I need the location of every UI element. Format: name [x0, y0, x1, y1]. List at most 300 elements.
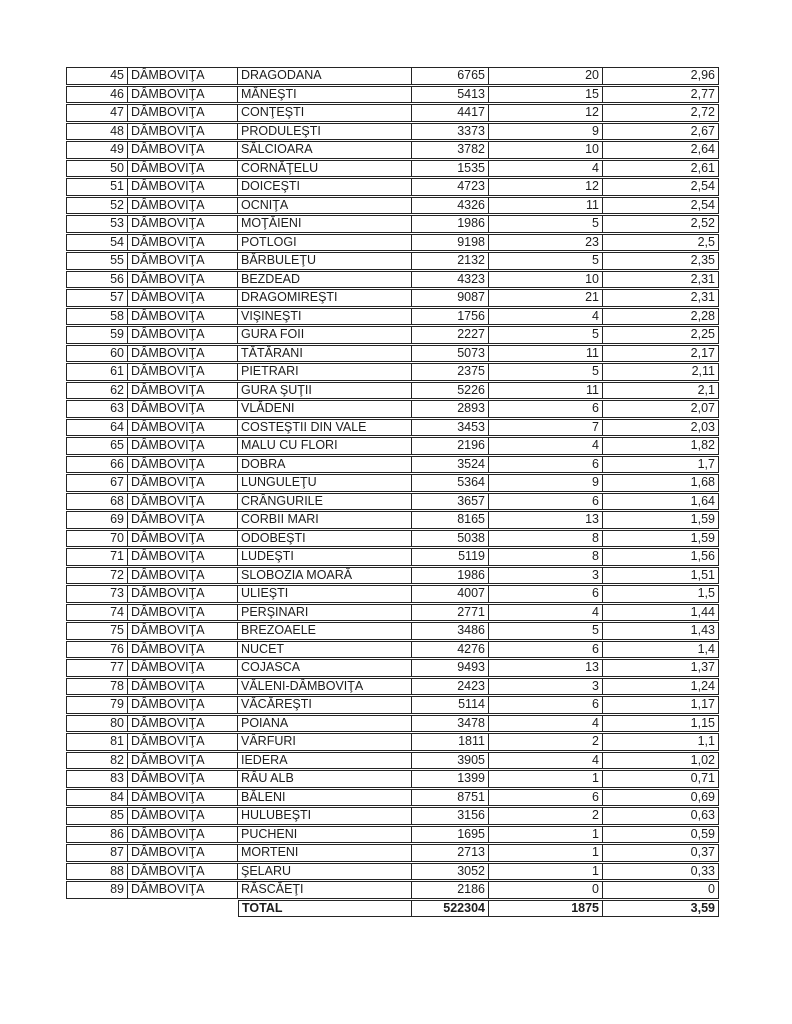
- cell-locality: ŞELARU: [238, 863, 412, 881]
- cell-county: DÂMBOVIŢA: [128, 752, 238, 770]
- cell-row-number: 84: [66, 789, 128, 807]
- table-row: [66, 86, 719, 104]
- table-row: [66, 141, 719, 159]
- table-row: [66, 585, 719, 603]
- cell-value-2: 5: [489, 622, 603, 640]
- cell-county: DÂMBOVIŢA: [128, 567, 238, 585]
- cell-row-number: 72: [66, 567, 128, 585]
- table-row: [66, 715, 719, 733]
- cell-value-1: 2227: [412, 326, 489, 344]
- table-row: [66, 567, 719, 585]
- cell-value-3: 2,17: [603, 345, 719, 363]
- cell-value-2: 4: [489, 752, 603, 770]
- cell-empty: [128, 900, 238, 918]
- cell-value-3: 2,72: [603, 104, 719, 122]
- cell-county: DÂMBOVIŢA: [128, 363, 238, 381]
- cell-value-3: 1,68: [603, 474, 719, 492]
- cell-row-number: 67: [66, 474, 128, 492]
- cell-row-number: 46: [66, 86, 128, 104]
- cell-county: DÂMBOVIŢA: [128, 345, 238, 363]
- cell-value-3: 2,54: [603, 178, 719, 196]
- cell-value-3: 2,67: [603, 123, 719, 141]
- table-row: [66, 160, 719, 178]
- cell-row-number: 56: [66, 271, 128, 289]
- cell-locality: VÂRFURI: [238, 733, 412, 751]
- cell-value-2: 6: [489, 696, 603, 714]
- cell-county: DÂMBOVIŢA: [128, 715, 238, 733]
- cell-value-2: 4: [489, 437, 603, 455]
- cell-value-1: 4326: [412, 197, 489, 215]
- cell-value-3: 2,1: [603, 382, 719, 400]
- cell-county: DÂMBOVIŢA: [128, 863, 238, 881]
- cell-county: DÂMBOVIŢA: [128, 326, 238, 344]
- cell-county: DÂMBOVIŢA: [128, 807, 238, 825]
- cell-locality: RĂSCĂEŢI: [238, 881, 412, 899]
- cell-county: DÂMBOVIŢA: [128, 215, 238, 233]
- cell-value-2: 7: [489, 419, 603, 437]
- cell-value-3: 0,37: [603, 844, 719, 862]
- cell-value-3: 0,71: [603, 770, 719, 788]
- cell-locality: POIANA: [238, 715, 412, 733]
- cell-locality: PIETRARI: [238, 363, 412, 381]
- cell-value-1: 4723: [412, 178, 489, 196]
- table-row: [66, 234, 719, 252]
- cell-locality: VLĂDENI: [238, 400, 412, 418]
- cell-value-1: 2196: [412, 437, 489, 455]
- cell-county: DÂMBOVIŢA: [128, 844, 238, 862]
- cell-value-2: 11: [489, 197, 603, 215]
- cell-value-1: 3373: [412, 123, 489, 141]
- cell-value-3: 1,4: [603, 641, 719, 659]
- cell-row-number: 61: [66, 363, 128, 381]
- cell-row-number: 45: [66, 67, 128, 85]
- cell-locality: CORNĂŢELU: [238, 160, 412, 178]
- data-table: [66, 66, 719, 918]
- cell-locality: HULUBEŞTI: [238, 807, 412, 825]
- cell-locality: ODOBEŞTI: [238, 530, 412, 548]
- table-row: [66, 419, 719, 437]
- cell-row-number: 81: [66, 733, 128, 751]
- cell-value-1: 3478: [412, 715, 489, 733]
- cell-empty: [66, 900, 128, 918]
- cell-value-1: 3486: [412, 622, 489, 640]
- cell-locality: GURA FOII: [238, 326, 412, 344]
- cell-locality: CONŢEŞTI: [238, 104, 412, 122]
- cell-value-1: 2893: [412, 400, 489, 418]
- cell-value-3: 2,77: [603, 86, 719, 104]
- cell-row-number: 52: [66, 197, 128, 215]
- cell-total-value-3: 3,59: [603, 900, 719, 918]
- cell-value-1: 4007: [412, 585, 489, 603]
- cell-value-1: 2771: [412, 604, 489, 622]
- cell-value-2: 5: [489, 215, 603, 233]
- cell-value-2: 8: [489, 548, 603, 566]
- cell-value-1: 4323: [412, 271, 489, 289]
- cell-county: DÂMBOVIŢA: [128, 123, 238, 141]
- cell-value-2: 9: [489, 123, 603, 141]
- cell-value-2: 6: [489, 493, 603, 511]
- cell-value-1: 5119: [412, 548, 489, 566]
- cell-value-3: 1,37: [603, 659, 719, 677]
- table-row: [66, 104, 719, 122]
- cell-value-2: 1: [489, 844, 603, 862]
- table-row: [66, 308, 719, 326]
- cell-row-number: 88: [66, 863, 128, 881]
- cell-row-number: 48: [66, 123, 128, 141]
- cell-value-1: 3657: [412, 493, 489, 511]
- cell-county: DÂMBOVIŢA: [128, 234, 238, 252]
- cell-value-2: 13: [489, 659, 603, 677]
- table-row: [66, 123, 719, 141]
- cell-county: DÂMBOVIŢA: [128, 770, 238, 788]
- cell-value-3: 2,61: [603, 160, 719, 178]
- cell-value-3: 2,25: [603, 326, 719, 344]
- cell-value-3: 2,35: [603, 252, 719, 270]
- cell-value-1: 1399: [412, 770, 489, 788]
- cell-value-2: 1: [489, 826, 603, 844]
- cell-value-2: 4: [489, 604, 603, 622]
- cell-value-1: 3905: [412, 752, 489, 770]
- cell-value-1: 9198: [412, 234, 489, 252]
- cell-value-2: 0: [489, 881, 603, 899]
- cell-value-2: 11: [489, 382, 603, 400]
- cell-county: DÂMBOVIŢA: [128, 659, 238, 677]
- cell-value-1: 2423: [412, 678, 489, 696]
- cell-row-number: 86: [66, 826, 128, 844]
- cell-locality: BREZOAELE: [238, 622, 412, 640]
- table-row: [66, 604, 719, 622]
- cell-row-number: 51: [66, 178, 128, 196]
- cell-value-3: 1,24: [603, 678, 719, 696]
- table-row: [66, 770, 719, 788]
- cell-row-number: 66: [66, 456, 128, 474]
- cell-row-number: 80: [66, 715, 128, 733]
- total-row: [66, 900, 719, 918]
- cell-locality: SĂLCIOARA: [238, 141, 412, 159]
- cell-row-number: 57: [66, 289, 128, 307]
- cell-row-number: 71: [66, 548, 128, 566]
- cell-value-3: 0,33: [603, 863, 719, 881]
- cell-locality: VĂLENI-DÂMBOVIŢA: [238, 678, 412, 696]
- cell-county: DÂMBOVIŢA: [128, 548, 238, 566]
- cell-value-2: 8: [489, 530, 603, 548]
- cell-value-3: 1,43: [603, 622, 719, 640]
- cell-value-1: 9087: [412, 289, 489, 307]
- table-row: [66, 437, 719, 455]
- table-row: [66, 844, 719, 862]
- cell-row-number: 69: [66, 511, 128, 529]
- cell-value-2: 5: [489, 252, 603, 270]
- cell-locality: RÂU ALB: [238, 770, 412, 788]
- cell-county: DÂMBOVIŢA: [128, 881, 238, 899]
- table-row: [66, 789, 719, 807]
- cell-value-3: 1,15: [603, 715, 719, 733]
- cell-row-number: 75: [66, 622, 128, 640]
- table-row: [66, 345, 719, 363]
- cell-row-number: 73: [66, 585, 128, 603]
- cell-value-3: 1,02: [603, 752, 719, 770]
- table-row: [66, 326, 719, 344]
- table-row: [66, 215, 719, 233]
- cell-county: DÂMBOVIŢA: [128, 252, 238, 270]
- cell-row-number: 54: [66, 234, 128, 252]
- table-row: [66, 733, 719, 751]
- table-row: [66, 511, 719, 529]
- table-row: [66, 659, 719, 677]
- table-row: [66, 678, 719, 696]
- cell-county: DÂMBOVIŢA: [128, 419, 238, 437]
- cell-value-1: 5073: [412, 345, 489, 363]
- cell-value-1: 3453: [412, 419, 489, 437]
- cell-locality: PUCHENI: [238, 826, 412, 844]
- table-body: [66, 67, 719, 917]
- table-row: [66, 456, 719, 474]
- cell-value-3: 2,96: [603, 67, 719, 85]
- cell-locality: PERŞINARI: [238, 604, 412, 622]
- cell-total-value-1: 522304: [412, 900, 489, 918]
- cell-row-number: 59: [66, 326, 128, 344]
- cell-county: DÂMBOVIŢA: [128, 585, 238, 603]
- cell-value-2: 20: [489, 67, 603, 85]
- cell-county: DÂMBOVIŢA: [128, 493, 238, 511]
- cell-value-3: 2,54: [603, 197, 719, 215]
- cell-row-number: 82: [66, 752, 128, 770]
- cell-value-1: 5364: [412, 474, 489, 492]
- cell-row-number: 79: [66, 696, 128, 714]
- cell-county: DÂMBOVIŢA: [128, 178, 238, 196]
- cell-value-2: 10: [489, 271, 603, 289]
- cell-row-number: 78: [66, 678, 128, 696]
- cell-value-3: 1,17: [603, 696, 719, 714]
- cell-value-1: 8751: [412, 789, 489, 807]
- cell-row-number: 62: [66, 382, 128, 400]
- cell-row-number: 53: [66, 215, 128, 233]
- cell-county: DÂMBOVIŢA: [128, 733, 238, 751]
- cell-value-3: 1,1: [603, 733, 719, 751]
- cell-value-3: 1,59: [603, 511, 719, 529]
- cell-locality: DOICEŞTI: [238, 178, 412, 196]
- cell-county: DÂMBOVIŢA: [128, 826, 238, 844]
- cell-value-2: 1: [489, 863, 603, 881]
- cell-row-number: 60: [66, 345, 128, 363]
- table-row: [66, 400, 719, 418]
- cell-value-3: 2,5: [603, 234, 719, 252]
- cell-value-1: 2132: [412, 252, 489, 270]
- cell-locality: NUCET: [238, 641, 412, 659]
- cell-value-2: 11: [489, 345, 603, 363]
- cell-locality: MOŢĂIENI: [238, 215, 412, 233]
- cell-row-number: 50: [66, 160, 128, 178]
- cell-locality: ULIEŞTI: [238, 585, 412, 603]
- cell-value-2: 5: [489, 363, 603, 381]
- cell-locality: MALU CU FLORI: [238, 437, 412, 455]
- cell-row-number: 47: [66, 104, 128, 122]
- cell-locality: LUNGULEŢU: [238, 474, 412, 492]
- cell-value-1: 4417: [412, 104, 489, 122]
- cell-row-number: 83: [66, 770, 128, 788]
- table-row: [66, 826, 719, 844]
- cell-value-2: 6: [489, 641, 603, 659]
- cell-value-2: 5: [489, 326, 603, 344]
- cell-county: DÂMBOVIŢA: [128, 67, 238, 85]
- cell-value-3: 2,52: [603, 215, 719, 233]
- table-row: [66, 252, 719, 270]
- cell-row-number: 65: [66, 437, 128, 455]
- table-row: [66, 641, 719, 659]
- cell-value-2: 12: [489, 104, 603, 122]
- cell-row-number: 49: [66, 141, 128, 159]
- cell-total-value-2: 1875: [489, 900, 603, 918]
- cell-value-1: 4276: [412, 641, 489, 659]
- cell-value-2: 3: [489, 678, 603, 696]
- cell-locality: CRÂNGURILE: [238, 493, 412, 511]
- cell-locality: MĂNEŞTI: [238, 86, 412, 104]
- cell-value-1: 5226: [412, 382, 489, 400]
- cell-value-1: 5413: [412, 86, 489, 104]
- cell-county: DÂMBOVIŢA: [128, 289, 238, 307]
- cell-value-2: 6: [489, 400, 603, 418]
- cell-value-1: 1535: [412, 160, 489, 178]
- cell-locality: LUDEŞTI: [238, 548, 412, 566]
- cell-locality: DRAGODANA: [238, 67, 412, 85]
- cell-locality: DRAGOMIREŞTI: [238, 289, 412, 307]
- cell-county: DÂMBOVIŢA: [128, 86, 238, 104]
- cell-row-number: 87: [66, 844, 128, 862]
- cell-value-3: 1,7: [603, 456, 719, 474]
- cell-value-1: 1986: [412, 567, 489, 585]
- cell-locality: VĂCĂREŞTI: [238, 696, 412, 714]
- cell-value-3: 0,63: [603, 807, 719, 825]
- table-row: [66, 67, 719, 85]
- cell-value-2: 15: [489, 86, 603, 104]
- cell-value-3: 2,11: [603, 363, 719, 381]
- cell-value-3: 1,44: [603, 604, 719, 622]
- table-row: [66, 530, 719, 548]
- cell-row-number: 74: [66, 604, 128, 622]
- cell-county: DÂMBOVIŢA: [128, 641, 238, 659]
- table-row: [66, 807, 719, 825]
- cell-value-2: 23: [489, 234, 603, 252]
- cell-county: DÂMBOVIŢA: [128, 622, 238, 640]
- cell-row-number: 76: [66, 641, 128, 659]
- cell-row-number: 55: [66, 252, 128, 270]
- table-row: [66, 696, 719, 714]
- cell-row-number: 89: [66, 881, 128, 899]
- cell-value-1: 5114: [412, 696, 489, 714]
- cell-locality: DOBRA: [238, 456, 412, 474]
- table-row: [66, 493, 719, 511]
- cell-value-2: 2: [489, 733, 603, 751]
- cell-value-3: 1,64: [603, 493, 719, 511]
- cell-county: DÂMBOVIŢA: [128, 604, 238, 622]
- cell-county: DÂMBOVIŢA: [128, 789, 238, 807]
- cell-county: DÂMBOVIŢA: [128, 678, 238, 696]
- table-row: [66, 271, 719, 289]
- cell-value-2: 13: [489, 511, 603, 529]
- cell-locality: BĂLENI: [238, 789, 412, 807]
- cell-value-2: 9: [489, 474, 603, 492]
- cell-county: DÂMBOVIŢA: [128, 160, 238, 178]
- cell-value-2: 6: [489, 789, 603, 807]
- cell-county: DÂMBOVIŢA: [128, 437, 238, 455]
- cell-locality: POTLOGI: [238, 234, 412, 252]
- cell-county: DÂMBOVIŢA: [128, 104, 238, 122]
- cell-locality: OCNIŢA: [238, 197, 412, 215]
- table-row: [66, 863, 719, 881]
- cell-value-1: 3782: [412, 141, 489, 159]
- cell-locality: VIŞINEŞTI: [238, 308, 412, 326]
- cell-locality: BEZDEAD: [238, 271, 412, 289]
- cell-total-label: TOTAL: [238, 900, 412, 918]
- cell-value-1: 2186: [412, 881, 489, 899]
- cell-value-2: 4: [489, 308, 603, 326]
- cell-value-3: 2,64: [603, 141, 719, 159]
- cell-value-3: 2,28: [603, 308, 719, 326]
- cell-locality: CORBII MARI: [238, 511, 412, 529]
- cell-locality: BĂRBULEŢU: [238, 252, 412, 270]
- cell-locality: SLOBOZIA MOARĂ: [238, 567, 412, 585]
- table-row: [66, 548, 719, 566]
- cell-value-3: 0,59: [603, 826, 719, 844]
- cell-locality: COJASCA: [238, 659, 412, 677]
- cell-row-number: 68: [66, 493, 128, 511]
- cell-value-3: 0: [603, 881, 719, 899]
- table-row: [66, 363, 719, 381]
- cell-value-3: 2,31: [603, 289, 719, 307]
- table-row: [66, 178, 719, 196]
- cell-value-1: 1986: [412, 215, 489, 233]
- cell-value-2: 6: [489, 585, 603, 603]
- cell-value-2: 21: [489, 289, 603, 307]
- cell-row-number: 58: [66, 308, 128, 326]
- cell-county: DÂMBOVIŢA: [128, 141, 238, 159]
- cell-county: DÂMBOVIŢA: [128, 474, 238, 492]
- cell-value-2: 12: [489, 178, 603, 196]
- cell-value-1: 1811: [412, 733, 489, 751]
- cell-county: DÂMBOVIŢA: [128, 197, 238, 215]
- cell-locality: GURA ŞUŢII: [238, 382, 412, 400]
- cell-county: DÂMBOVIŢA: [128, 530, 238, 548]
- cell-value-3: 2,07: [603, 400, 719, 418]
- cell-value-1: 9493: [412, 659, 489, 677]
- cell-value-2: 1: [489, 770, 603, 788]
- cell-value-1: 2375: [412, 363, 489, 381]
- cell-county: DÂMBOVIŢA: [128, 456, 238, 474]
- cell-value-2: 10: [489, 141, 603, 159]
- cell-value-1: 3524: [412, 456, 489, 474]
- cell-locality: MORTENI: [238, 844, 412, 862]
- cell-county: DÂMBOVIŢA: [128, 308, 238, 326]
- cell-row-number: 85: [66, 807, 128, 825]
- cell-value-3: 1,59: [603, 530, 719, 548]
- cell-value-1: 3156: [412, 807, 489, 825]
- cell-value-3: 1,5: [603, 585, 719, 603]
- table-row: [66, 382, 719, 400]
- cell-value-2: 3: [489, 567, 603, 585]
- cell-row-number: 70: [66, 530, 128, 548]
- cell-value-3: 1,51: [603, 567, 719, 585]
- cell-value-2: 6: [489, 456, 603, 474]
- cell-row-number: 64: [66, 419, 128, 437]
- cell-locality: PRODULEŞTI: [238, 123, 412, 141]
- cell-locality: COSTEŞTII DIN VALE: [238, 419, 412, 437]
- table-row: [66, 881, 719, 899]
- cell-value-3: 0,69: [603, 789, 719, 807]
- cell-locality: IEDERA: [238, 752, 412, 770]
- table-row: [66, 197, 719, 215]
- cell-row-number: 77: [66, 659, 128, 677]
- cell-value-3: 2,31: [603, 271, 719, 289]
